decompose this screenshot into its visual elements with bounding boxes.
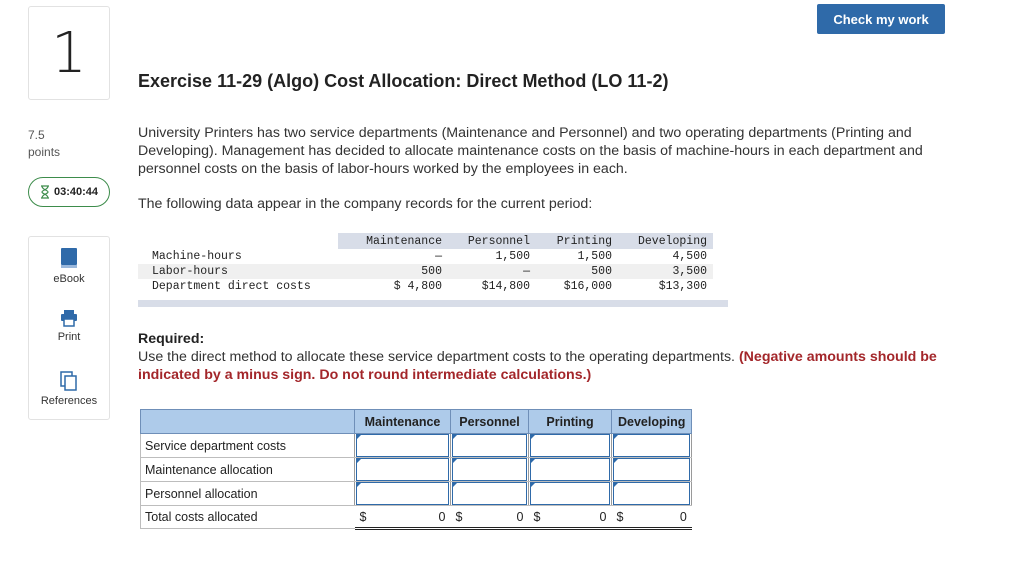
answer-input[interactable] bbox=[530, 482, 610, 505]
data-header-developing: Developing bbox=[618, 233, 713, 249]
data-header-personnel: Personnel bbox=[448, 233, 536, 249]
references-button[interactable] bbox=[29, 371, 109, 407]
answer-input[interactable] bbox=[356, 434, 449, 457]
answer-cell-maintenance bbox=[355, 482, 451, 506]
references-icon bbox=[60, 371, 78, 391]
answer-cell-printing bbox=[529, 434, 612, 458]
data-header-printing: Printing bbox=[536, 233, 618, 249]
answer-input[interactable] bbox=[613, 434, 690, 457]
data-header-maintenance: Maintenance bbox=[338, 233, 448, 249]
data-cell: $16,000 bbox=[563, 280, 612, 293]
required-emphasis: (Negative amounts should be indicated by a minus sign. Do not round intermediate calculations.) bbox=[138, 349, 937, 383]
answer-cell-developing bbox=[612, 482, 692, 506]
answer-row-label: Personnel allocation bbox=[141, 482, 355, 506]
total-personnel bbox=[451, 506, 529, 529]
total-printing bbox=[529, 506, 612, 529]
data-header-blank bbox=[138, 233, 338, 249]
data-cell: $14,800 bbox=[481, 280, 530, 293]
answer-cell-personnel bbox=[451, 482, 529, 506]
answer-row-maintenance-allocation bbox=[141, 458, 692, 482]
answer-input[interactable] bbox=[452, 458, 527, 481]
currency-symbol: $ bbox=[359, 509, 367, 524]
check-my-work-button[interactable]: Check my work bbox=[817, 4, 945, 34]
answer-cell-personnel bbox=[451, 434, 529, 458]
answer-row-service-costs bbox=[141, 434, 692, 458]
points-info bbox=[28, 127, 60, 161]
data-row-direct-costs bbox=[138, 279, 728, 294]
currency-symbol: $ bbox=[616, 509, 624, 524]
answer-cell-personnel bbox=[451, 458, 529, 482]
points-label: points bbox=[28, 145, 61, 159]
answer-header-row bbox=[141, 410, 692, 434]
ebook-label: eBook bbox=[53, 273, 85, 285]
answer-row-total bbox=[141, 506, 692, 529]
total-value: 0 bbox=[599, 509, 607, 524]
print-label: Print bbox=[57, 331, 81, 343]
total-value: 0 bbox=[438, 509, 446, 524]
question-number: 1 bbox=[28, 6, 110, 100]
required-label: Required: bbox=[138, 331, 205, 347]
data-cell: 500 bbox=[536, 264, 618, 279]
data-row-label: Department direct costs bbox=[152, 280, 311, 293]
references-label: References bbox=[40, 395, 98, 407]
data-table-container bbox=[138, 233, 728, 307]
answer-cell-developing bbox=[612, 434, 692, 458]
answer-header-developing: Developing bbox=[612, 410, 692, 434]
total-value: 0 bbox=[516, 509, 524, 524]
answer-cell-maintenance bbox=[355, 458, 451, 482]
answer-header-corner bbox=[141, 410, 355, 434]
answer-cell-printing bbox=[529, 458, 612, 482]
answer-row-label: Service department costs bbox=[141, 434, 355, 458]
answer-input[interactable] bbox=[530, 434, 610, 457]
data-cell-spacer bbox=[713, 264, 728, 279]
total-developing bbox=[612, 506, 692, 529]
data-header-spacer bbox=[713, 233, 728, 249]
points-value: 7.5 bbox=[28, 128, 45, 142]
tools-panel bbox=[28, 236, 110, 420]
hourglass-icon bbox=[40, 185, 50, 199]
data-cell: 3,500 bbox=[618, 264, 713, 279]
data-cell: 4,500 bbox=[672, 250, 707, 263]
answer-input[interactable] bbox=[356, 458, 449, 481]
answer-cell-printing bbox=[529, 482, 612, 506]
answer-total-label: Total costs allocated bbox=[141, 506, 355, 529]
data-row-labor-hours bbox=[138, 264, 728, 279]
data-row-label: Labor-hours bbox=[138, 264, 338, 279]
total-maintenance bbox=[355, 506, 451, 529]
data-row-machine-hours bbox=[138, 249, 728, 264]
answer-input[interactable] bbox=[452, 482, 527, 505]
following-text: The following data appear in the company records for the current period: bbox=[138, 196, 593, 212]
answer-table bbox=[140, 409, 692, 530]
exercise-title: Exercise 11-29 (Algo) Cost Allocation: Direct Method (LO 11-2) bbox=[138, 71, 669, 91]
data-cell-spacer bbox=[713, 279, 728, 294]
answer-row-personnel-allocation bbox=[141, 482, 692, 506]
data-row-label: Machine-hours bbox=[152, 250, 242, 263]
required-section bbox=[138, 330, 958, 384]
intro-text: University Printers has two service departments (Maintenance and Personnel) and two operating departments (Printing and Developing). Management has decided to allocate maintenance costs on the basis of machine-hours in each department and personnel costs on the basis of labor-hours worked by the employees in each. bbox=[138, 125, 923, 177]
answer-header-personnel: Personnel bbox=[451, 410, 529, 434]
answer-cell-developing bbox=[612, 458, 692, 482]
data-cell: 500 bbox=[338, 264, 448, 279]
answer-header-maintenance: Maintenance bbox=[355, 410, 451, 434]
answer-input[interactable] bbox=[613, 482, 690, 505]
data-table bbox=[138, 233, 728, 294]
data-cell: $ 4,800 bbox=[393, 280, 442, 293]
data-table-header bbox=[138, 233, 728, 249]
answer-row-label: Maintenance allocation bbox=[141, 458, 355, 482]
data-cell: 1,500 bbox=[495, 250, 530, 263]
data-cell: 1,500 bbox=[577, 250, 612, 263]
answer-input[interactable] bbox=[452, 434, 527, 457]
data-cell: — bbox=[435, 250, 442, 263]
answer-header-printing: Printing bbox=[529, 410, 612, 434]
data-cell-spacer bbox=[713, 249, 728, 264]
timer-badge bbox=[28, 177, 110, 207]
book-icon bbox=[60, 247, 78, 269]
currency-symbol: $ bbox=[533, 509, 541, 524]
ebook-button[interactable] bbox=[29, 247, 109, 285]
printer-icon bbox=[60, 309, 78, 327]
currency-symbol: $ bbox=[455, 509, 463, 524]
answer-input[interactable] bbox=[356, 482, 449, 505]
answer-cell-maintenance bbox=[355, 434, 451, 458]
required-text: Use the direct method to allocate these service department costs to the operating departments. bbox=[138, 349, 735, 365]
answer-input[interactable] bbox=[530, 458, 610, 481]
timer-text: 03:40:44 bbox=[53, 186, 99, 198]
total-value: 0 bbox=[679, 509, 687, 524]
data-cell: — bbox=[448, 264, 536, 279]
data-cell: $13,300 bbox=[658, 280, 707, 293]
answer-input[interactable] bbox=[613, 458, 690, 481]
data-table-footer-bar bbox=[138, 300, 728, 307]
print-button[interactable] bbox=[29, 309, 109, 343]
